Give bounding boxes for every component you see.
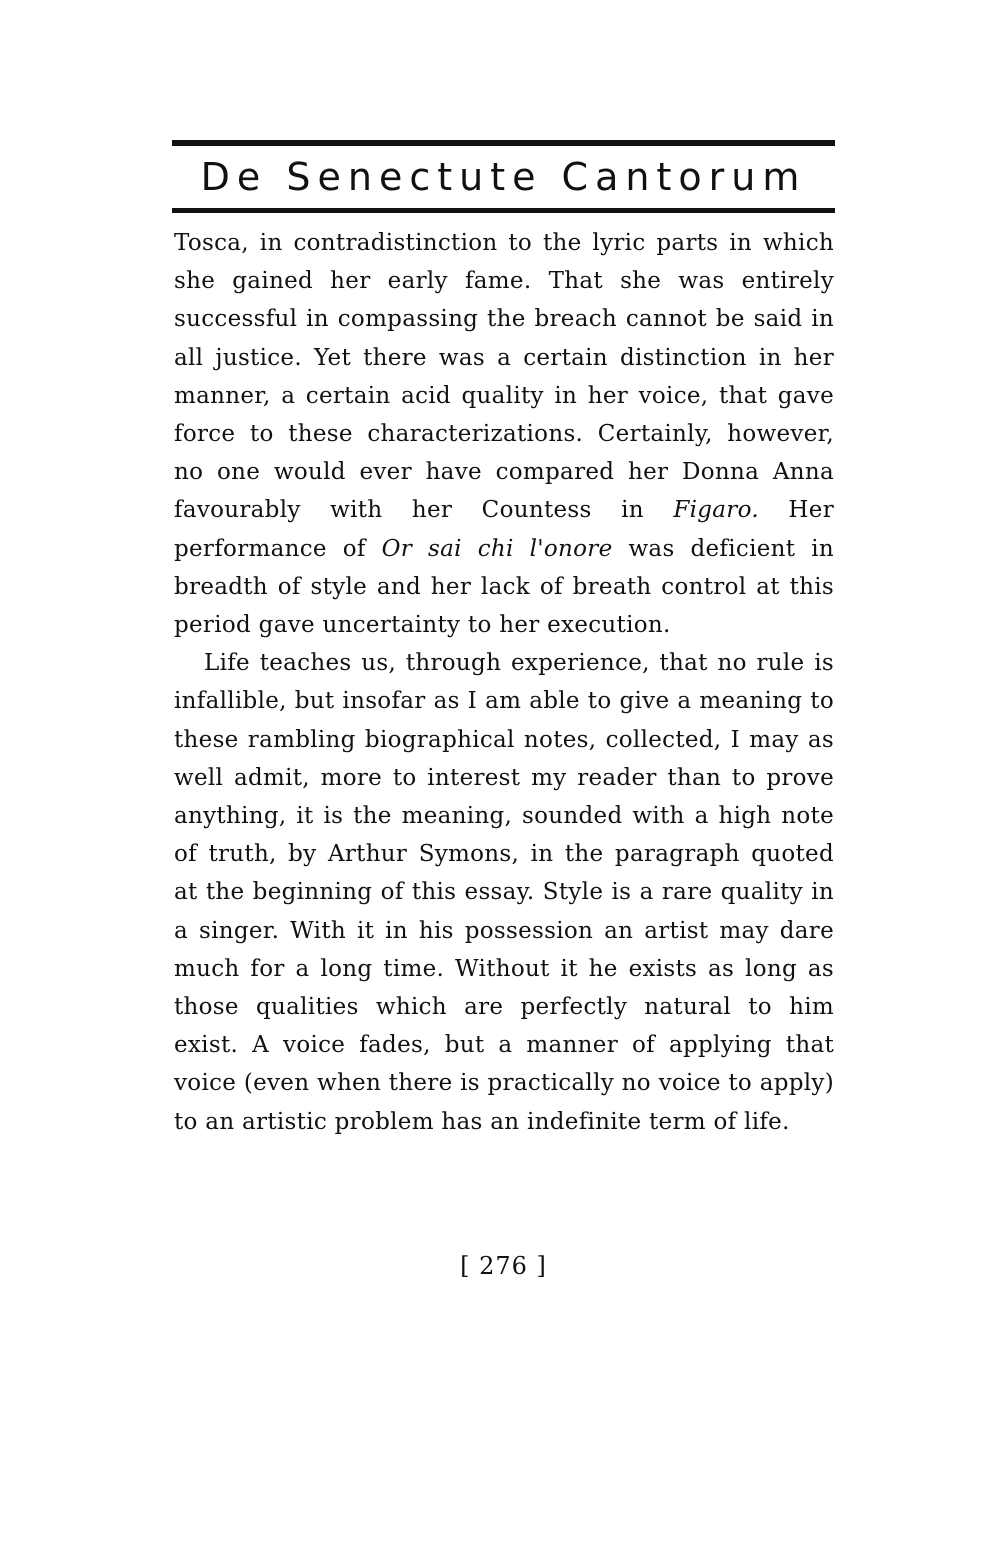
paragraph-1-text-a: Tosca, in contradistinction to the lyric parts in which she gained her early fame. That she was entirely successful in compassing the breach cannot be said in all justice. Yet there was a certain distinction in her manner, a certain acid quality in her voice, that gave force to these characterizations. Certainly, however, no one would ever have compared her Donna Anna favourably with her Countess in: [174, 230, 834, 524]
aria-title: Or sai chi l'onore: [381, 535, 613, 562]
page-number: [ 276 ]: [460, 1252, 547, 1280]
running-title: De Senectute Cantorum: [200, 155, 807, 199]
header-bottom-rule: [172, 208, 835, 213]
paragraph-1-text-c: was deficient in breadth of style and her lack of breath control at this period gave uncertainty to her execution.: [174, 535, 834, 639]
paragraph-1: [174, 224, 834, 644]
paragraph-2: Life teaches us, through experience, that no rule is infallible, but insofar as I am able to give a meaning to these rambling biographical notes, collected, I may as well admit, more to interest my reader than to prove anything, it is the meaning, sounded with a high note of truth, by Arthur Symons, in the paragraph quoted at the beginning of this essay. Style is a rare quality in a singer. With it in his possession an artist may dare much for a long time. Without it he exists as long as those qualities which are perfectly natural to him exist. A voice fades, but a manner of applying that voice (even when there is practically no voice to apply) to an artistic problem has an indefinite term of life.: [174, 650, 834, 1135]
running-header: [172, 140, 835, 213]
paragraph-1-text-b: Her performance of: [174, 497, 834, 562]
body-text: [174, 224, 834, 1141]
opera-title-figaro: Figaro.: [673, 497, 759, 524]
